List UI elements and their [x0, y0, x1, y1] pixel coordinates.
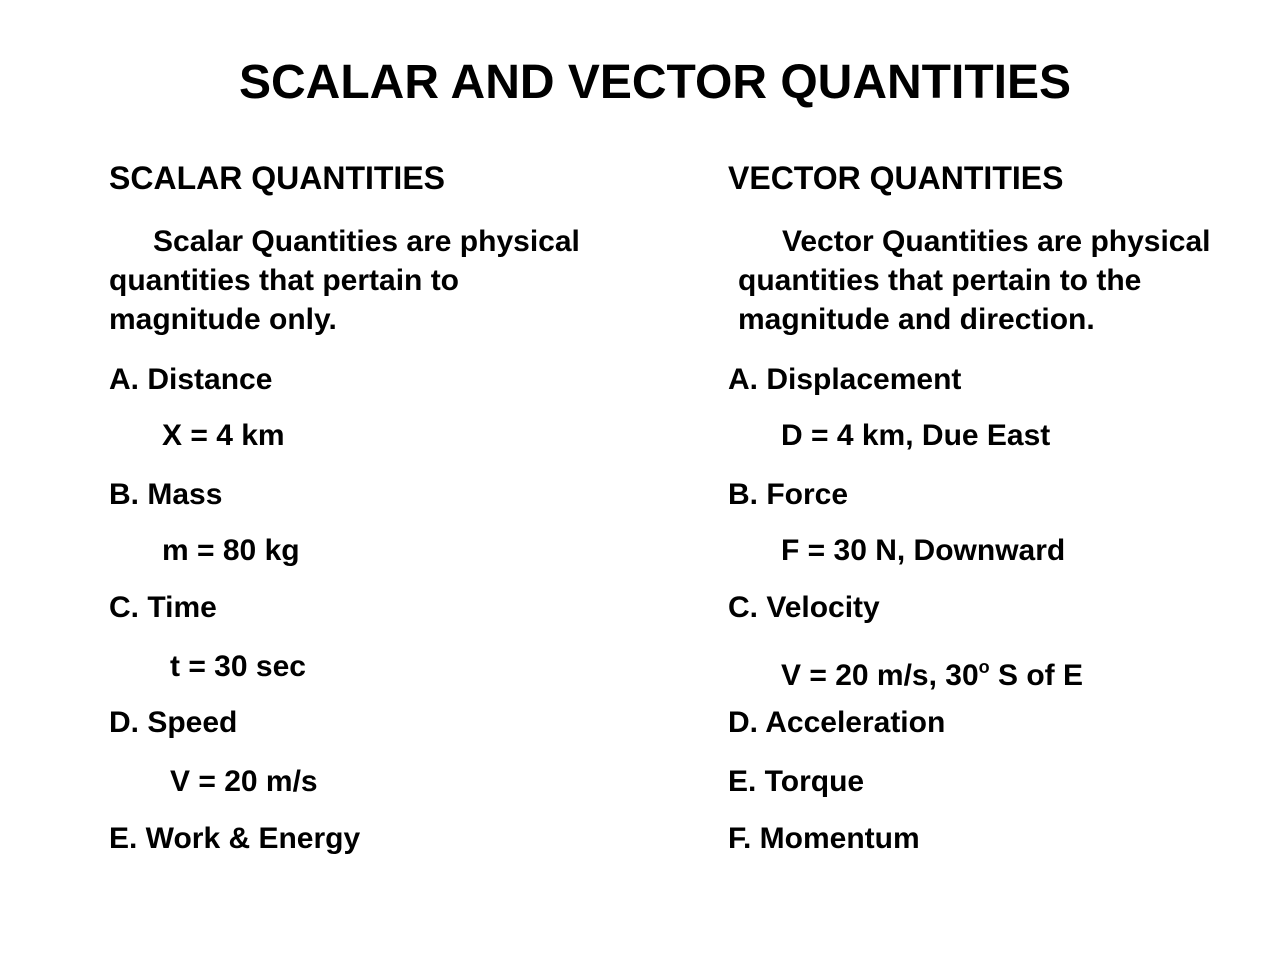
vector-item-acceleration: D. Acceleration: [728, 706, 946, 739]
scalar-item-distance: A. Distance: [109, 363, 273, 396]
velocity-value: V = 20 m/s, 30: [781, 659, 979, 692]
vector-definition-line-3: magnitude and direction.: [738, 303, 1095, 336]
vector-example-force: F = 30 N, Downward: [781, 534, 1066, 567]
vector-heading: VECTOR QUANTITIES: [728, 160, 1064, 196]
scalar-example-distance: X = 4 km: [162, 419, 285, 452]
degree-symbol: o: [978, 657, 990, 677]
scalar-definition-line-1: Scalar Quantities are physical: [153, 225, 580, 258]
vector-item-force: B. Force: [728, 478, 849, 511]
scalar-example-time: t = 30 sec: [170, 650, 306, 683]
vector-item-momentum: F. Momentum: [728, 822, 920, 855]
vector-definition-line-1: Vector Quantities are physical: [782, 225, 1211, 258]
vector-example-displacement: D = 4 km, Due East: [781, 419, 1051, 452]
scalar-example-mass: m = 80 kg: [162, 534, 300, 567]
scalar-item-work-energy: E. Work & Energy: [109, 822, 361, 855]
vector-example-velocity: [781, 649, 1083, 694]
velocity-direction: S of E: [989, 659, 1083, 692]
scalar-item-time: C. Time: [109, 591, 217, 624]
page-title: SCALAR AND VECTOR QUANTITIES: [238, 56, 1072, 109]
vector-item-torque: E. Torque: [728, 765, 865, 798]
vector-definition: [738, 222, 1211, 339]
vector-item-displacement: A. Displacement: [728, 363, 962, 396]
scalar-example-speed: V = 20 m/s: [170, 765, 318, 798]
scalar-definition-line-3: magnitude only.: [109, 303, 337, 336]
vector-definition-line-2: quantities that pertain to the: [738, 264, 1142, 297]
scalar-item-mass: B. Mass: [109, 478, 223, 511]
scalar-definition: [109, 222, 580, 339]
scalar-heading: SCALAR QUANTITIES: [109, 160, 445, 196]
scalar-item-speed: D. Speed: [109, 706, 238, 739]
vector-item-velocity: C. Velocity: [728, 591, 880, 624]
scalar-definition-line-2: quantities that pertain to: [109, 264, 460, 297]
